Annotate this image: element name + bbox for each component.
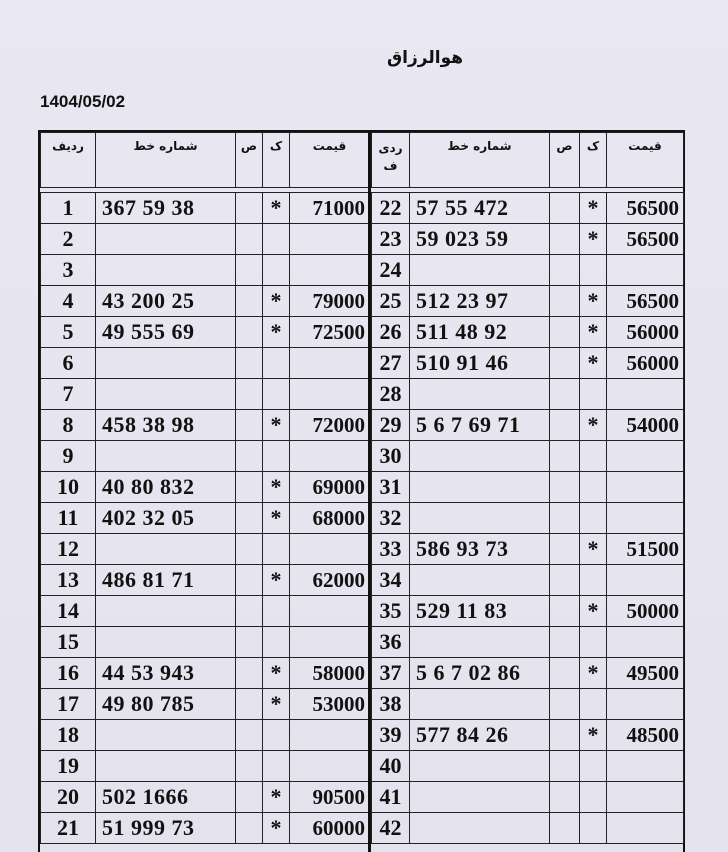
row-number: 1: [41, 193, 96, 224]
row-number: 36: [372, 627, 410, 658]
row-number: 28: [372, 379, 410, 410]
kaf-mark: *: [580, 658, 607, 689]
kaf-mark: [263, 441, 290, 472]
price: 48500: [607, 720, 684, 751]
kaf-mark: *: [263, 565, 290, 596]
table-row: [372, 348, 684, 379]
price: [607, 565, 684, 596]
line-number: [410, 472, 550, 503]
line-number: [410, 751, 550, 782]
kaf-mark: [580, 255, 607, 286]
line-number: 367 59 38: [96, 193, 236, 224]
price: 56500: [607, 193, 684, 224]
price: 54000: [607, 410, 684, 441]
row-number: 8: [41, 410, 96, 441]
sad-cell: [550, 255, 580, 286]
row-number: 38: [372, 689, 410, 720]
price: 68000: [290, 503, 370, 534]
table-row: [41, 224, 370, 255]
sad-cell: [236, 782, 263, 813]
kaf-mark: *: [580, 224, 607, 255]
line-number: 5 6 7 02 86: [410, 658, 550, 689]
price: 50000: [607, 596, 684, 627]
col-header-kaf: ک: [580, 133, 607, 188]
col-header-price: قیمت: [607, 133, 684, 188]
sad-cell: [236, 410, 263, 441]
table-row: [41, 410, 370, 441]
kaf-mark: *: [580, 317, 607, 348]
sad-cell: [550, 503, 580, 534]
price: 90500: [290, 782, 370, 813]
row-number: 4: [41, 286, 96, 317]
table-row: [41, 720, 370, 751]
price: [290, 224, 370, 255]
kaf-mark: *: [580, 410, 607, 441]
document-date: 1404/05/02: [40, 92, 126, 111]
table-row: [372, 658, 684, 689]
price: 53000: [290, 689, 370, 720]
line-number: 510 91 46: [410, 348, 550, 379]
line-number: 57 55 472: [410, 193, 550, 224]
price: [290, 441, 370, 472]
row-number: 15: [41, 627, 96, 658]
line-number: [96, 627, 236, 658]
col-header-sad: ص: [550, 133, 580, 188]
sad-cell: [550, 193, 580, 224]
row-number: 21: [41, 813, 96, 844]
table-row: [41, 751, 370, 782]
row-number: 40: [372, 751, 410, 782]
row-number: 34: [372, 565, 410, 596]
table-row: [41, 503, 370, 534]
price: 72000: [290, 410, 370, 441]
price: 56000: [607, 348, 684, 379]
kaf-mark: [580, 379, 607, 410]
line-number: [410, 565, 550, 596]
table-row: [41, 689, 370, 720]
price: 56500: [607, 224, 684, 255]
price: 60000: [290, 813, 370, 844]
sad-cell: [236, 689, 263, 720]
row-number: 3: [41, 255, 96, 286]
col-header-sad: ص: [236, 133, 263, 188]
sad-cell: [236, 813, 263, 844]
price: 62000: [290, 565, 370, 596]
kaf-mark: [580, 689, 607, 720]
table-row: [372, 534, 684, 565]
kaf-mark: [580, 441, 607, 472]
sad-cell: [236, 379, 263, 410]
sad-cell: [236, 596, 263, 627]
line-number: [410, 503, 550, 534]
price: [607, 782, 684, 813]
row-number: 10: [41, 472, 96, 503]
line-number: 402 32 05: [96, 503, 236, 534]
price: [290, 255, 370, 286]
sad-cell: [236, 317, 263, 348]
sad-cell: [550, 472, 580, 503]
sad-cell: [550, 348, 580, 379]
sad-cell: [236, 720, 263, 751]
table-row: [372, 689, 684, 720]
kaf-mark: *: [263, 782, 290, 813]
table-row: [41, 596, 370, 627]
price: [607, 813, 684, 844]
row-number: 35: [372, 596, 410, 627]
row-number: 7: [41, 379, 96, 410]
table-row: [41, 813, 370, 844]
line-number: 59 023 59: [410, 224, 550, 255]
line-number: [96, 255, 236, 286]
line-number: [96, 348, 236, 379]
price: [607, 751, 684, 782]
kaf-mark: *: [580, 193, 607, 224]
table-row: [41, 534, 370, 565]
sad-cell: [550, 534, 580, 565]
kaf-mark: *: [580, 720, 607, 751]
kaf-mark: *: [263, 689, 290, 720]
line-number: [96, 751, 236, 782]
table-row: [41, 193, 370, 224]
line-number: [410, 379, 550, 410]
price: [290, 751, 370, 782]
kaf-mark: [263, 255, 290, 286]
row-number: 14: [41, 596, 96, 627]
price: [290, 596, 370, 627]
line-number: [96, 596, 236, 627]
kaf-mark: *: [580, 348, 607, 379]
col-header-price: قیمت: [290, 133, 370, 188]
kaf-mark: [263, 751, 290, 782]
sad-cell: [236, 534, 263, 565]
row-number: 11: [41, 503, 96, 534]
row-number: 31: [372, 472, 410, 503]
line-number: 51 999 73: [96, 813, 236, 844]
line-number: 40 80 832: [96, 472, 236, 503]
kaf-mark: [580, 813, 607, 844]
kaf-mark: [263, 720, 290, 751]
kaf-mark: [580, 565, 607, 596]
price: [607, 255, 684, 286]
price: 58000: [290, 658, 370, 689]
kaf-mark: [263, 596, 290, 627]
line-number: [410, 782, 550, 813]
table-row: [372, 441, 684, 472]
line-number: 43 200 25: [96, 286, 236, 317]
kaf-mark: [263, 224, 290, 255]
sad-cell: [236, 472, 263, 503]
row-number: 27: [372, 348, 410, 379]
price: 51500: [607, 534, 684, 565]
col-header-row-number: ردیف: [41, 133, 96, 188]
row-number: 39: [372, 720, 410, 751]
kaf-mark: [263, 534, 290, 565]
line-number: 44 53 943: [96, 658, 236, 689]
table-row: [41, 627, 370, 658]
col-header-row-number: [372, 133, 410, 188]
row-number: 29: [372, 410, 410, 441]
kaf-mark: [580, 751, 607, 782]
row-number-header-text: ردی ف: [378, 141, 403, 173]
table-row: [372, 379, 684, 410]
sad-cell: [550, 379, 580, 410]
sad-cell: [550, 813, 580, 844]
price: [290, 720, 370, 751]
price: [290, 534, 370, 565]
sad-cell: [550, 441, 580, 472]
table-row: [372, 255, 684, 286]
sad-cell: [236, 627, 263, 658]
price: 79000: [290, 286, 370, 317]
table-row: [41, 441, 370, 472]
row-number: 17: [41, 689, 96, 720]
row-number: 13: [41, 565, 96, 596]
row-number: 30: [372, 441, 410, 472]
line-number: 486 81 71: [96, 565, 236, 596]
kaf-mark: *: [580, 286, 607, 317]
price: 71000: [290, 193, 370, 224]
kaf-mark: [580, 627, 607, 658]
row-number: 18: [41, 720, 96, 751]
price: [290, 379, 370, 410]
table-row: [372, 720, 684, 751]
table-row: [41, 379, 370, 410]
table-row: [372, 596, 684, 627]
price: [607, 503, 684, 534]
line-number: 5 6 7 69 71: [410, 410, 550, 441]
right-price-table: [371, 132, 684, 844]
sad-cell: [550, 565, 580, 596]
line-number: [410, 255, 550, 286]
row-number: 37: [372, 658, 410, 689]
kaf-mark: [263, 627, 290, 658]
sad-cell: [236, 348, 263, 379]
line-number: 458 38 98: [96, 410, 236, 441]
row-number: 9: [41, 441, 96, 472]
kaf-mark: *: [263, 472, 290, 503]
sad-cell: [550, 720, 580, 751]
table-row: [372, 565, 684, 596]
line-number: [96, 379, 236, 410]
sad-cell: [236, 565, 263, 596]
table-row: [372, 410, 684, 441]
sad-cell: [236, 255, 263, 286]
row-number: 20: [41, 782, 96, 813]
kaf-mark: *: [263, 658, 290, 689]
row-number: 2: [41, 224, 96, 255]
line-number: 529 11 83: [410, 596, 550, 627]
right-header-row: [372, 133, 684, 188]
row-number: 42: [372, 813, 410, 844]
kaf-mark: *: [580, 596, 607, 627]
line-number: [96, 224, 236, 255]
price: [290, 348, 370, 379]
kaf-mark: [580, 472, 607, 503]
table-row: [372, 751, 684, 782]
row-number: 26: [372, 317, 410, 348]
sad-cell: [550, 751, 580, 782]
sad-cell: [236, 441, 263, 472]
price: [607, 441, 684, 472]
table-row: [372, 286, 684, 317]
sad-cell: [550, 627, 580, 658]
sad-cell: [236, 224, 263, 255]
row-number: 41: [372, 782, 410, 813]
left-price-table: [40, 132, 370, 844]
table-row: [41, 782, 370, 813]
table-row: [372, 813, 684, 844]
row-number: 24: [372, 255, 410, 286]
sad-cell: [550, 286, 580, 317]
kaf-mark: *: [263, 193, 290, 224]
sad-cell: [550, 410, 580, 441]
line-number: [410, 689, 550, 720]
table-row: [372, 317, 684, 348]
col-header-line-number: شماره خط: [96, 133, 236, 188]
table-row: [372, 782, 684, 813]
row-number: 32: [372, 503, 410, 534]
row-number: 5: [41, 317, 96, 348]
line-number: [96, 441, 236, 472]
row-number: 33: [372, 534, 410, 565]
row-number: 25: [372, 286, 410, 317]
price: 56000: [607, 317, 684, 348]
kaf-mark: *: [263, 410, 290, 441]
kaf-mark: [263, 379, 290, 410]
page-title: هوالرزاق: [386, 48, 464, 68]
line-number: [410, 813, 550, 844]
table-row: [372, 472, 684, 503]
price: [290, 627, 370, 658]
sad-cell: [550, 689, 580, 720]
col-header-line-number: شماره خط: [410, 133, 550, 188]
line-number: 49 555 69: [96, 317, 236, 348]
price: [607, 689, 684, 720]
table-row: [41, 658, 370, 689]
line-number: 502 1666: [96, 782, 236, 813]
sad-cell: [550, 596, 580, 627]
table-row: [41, 255, 370, 286]
kaf-mark: *: [263, 286, 290, 317]
line-number: [96, 534, 236, 565]
sad-cell: [236, 503, 263, 534]
price: [607, 379, 684, 410]
kaf-mark: [263, 348, 290, 379]
sad-cell: [550, 782, 580, 813]
row-number: 16: [41, 658, 96, 689]
table-row: [41, 565, 370, 596]
table-row: [41, 348, 370, 379]
center-divider: [368, 130, 371, 852]
line-number: 49 80 785: [96, 689, 236, 720]
row-number: 19: [41, 751, 96, 782]
kaf-mark: *: [263, 317, 290, 348]
price: 69000: [290, 472, 370, 503]
table-row: [41, 317, 370, 348]
table-row: [41, 472, 370, 503]
sad-cell: [550, 224, 580, 255]
kaf-mark: [580, 782, 607, 813]
line-number: 586 93 73: [410, 534, 550, 565]
sad-cell: [236, 751, 263, 782]
sad-cell: [236, 286, 263, 317]
row-number: 23: [372, 224, 410, 255]
line-number: [410, 441, 550, 472]
line-number: [96, 720, 236, 751]
sad-cell: [236, 193, 263, 224]
table-row: [372, 224, 684, 255]
price: [607, 627, 684, 658]
price: 49500: [607, 658, 684, 689]
kaf-mark: *: [263, 813, 290, 844]
row-number: 22: [372, 193, 410, 224]
table-row: [372, 193, 684, 224]
line-number: [410, 627, 550, 658]
kaf-mark: [580, 503, 607, 534]
line-number: 511 48 92: [410, 317, 550, 348]
line-number: 512 23 97: [410, 286, 550, 317]
price: [607, 472, 684, 503]
table-row: [372, 503, 684, 534]
price: 72500: [290, 317, 370, 348]
sad-cell: [550, 317, 580, 348]
kaf-mark: *: [580, 534, 607, 565]
sad-cell: [236, 658, 263, 689]
left-header-row: [41, 133, 370, 188]
line-number: 577 84 26: [410, 720, 550, 751]
price: 56500: [607, 286, 684, 317]
row-number: 12: [41, 534, 96, 565]
row-number: 6: [41, 348, 96, 379]
table-row: [372, 627, 684, 658]
sad-cell: [550, 658, 580, 689]
kaf-mark: *: [263, 503, 290, 534]
table-row: [41, 286, 370, 317]
col-header-kaf: ک: [263, 133, 290, 188]
